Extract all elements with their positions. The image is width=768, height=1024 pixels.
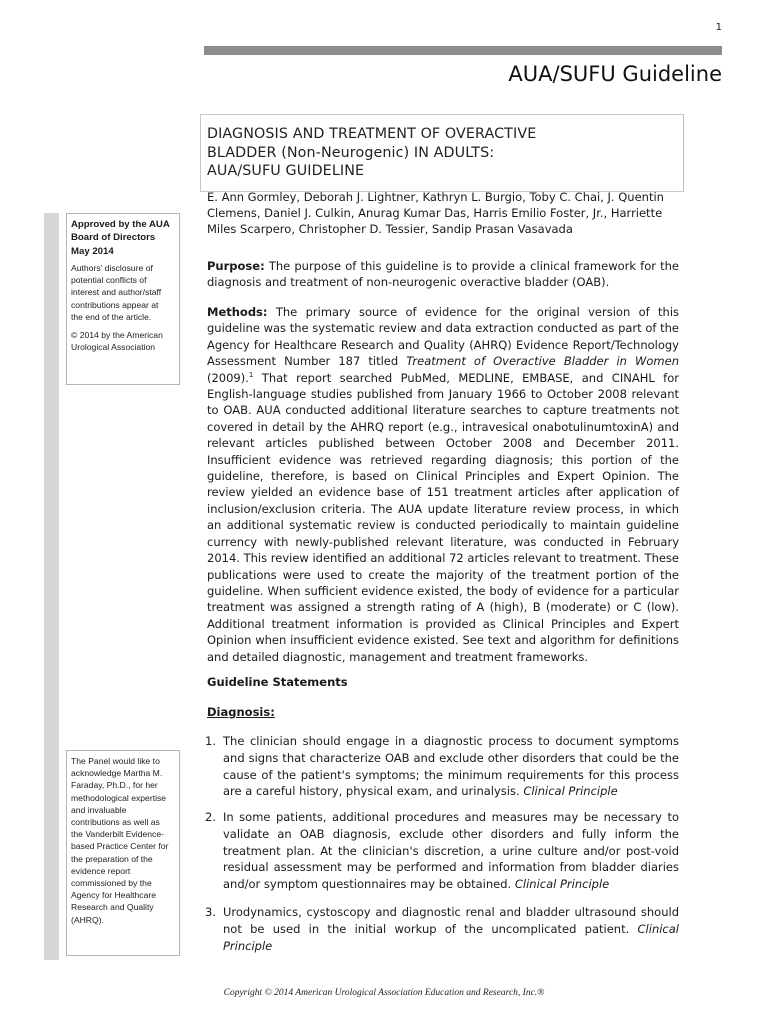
methods-text-b: (2009). <box>207 370 249 385</box>
guideline-statements-heading: Guideline Statements <box>207 675 348 689</box>
report-title: Treatment of Overactive Bladder in Women <box>406 354 679 369</box>
disclosure-note: Authors' disclosure of potential conflicts of interest and author/staff contributions appear at the end of the article. <box>71 262 162 322</box>
statement-1 <box>207 733 679 800</box>
methods-text-a: The primary source of evidence for the original version of this guideline was the systematic review and data extraction conducted as part of the Agency for Healthcare Research and Quality (AHRQ) Evidence Report/Technology Assessment Number 187 titled <box>207 305 679 369</box>
page-number: 1 <box>715 22 722 33</box>
copyright-note: © 2014 by the American Urological Association <box>71 329 163 353</box>
methods-paragraph <box>207 304 679 665</box>
guideline-name: AUA/SUFU Guideline <box>508 62 722 86</box>
statement-text: Urodynamics, cystoscopy and diagnostic renal and bladder ultrasound should not be used in the initial workup of the uncomplicated patient. <box>223 905 679 936</box>
sidebar-rule <box>44 213 59 960</box>
title-box <box>200 114 684 192</box>
statement-text: In some patients, additional procedures and measures may be necessary to validate an OAB diagnosis, exclude other disorders and fully inform the treatment plan. At the clinician's discretion, a urine culture and/or post-void residual assessment may be performed and information from bladder diaries and/or symptom questionnaires may be obtained. <box>223 810 679 892</box>
statement-number: 2. <box>205 810 216 824</box>
document-title: DIAGNOSIS AND TREATMENT OF OVERACTIVE BLADDER (Non-Neurogenic) IN ADULTS: AUA/SUFU GUIDELINE <box>207 126 537 179</box>
acknowledgement-box <box>66 750 180 956</box>
statement-tag: Clinical Principle <box>523 784 618 799</box>
statement-2 <box>207 809 679 893</box>
reference-marker: 1 <box>248 370 254 379</box>
diagnosis-heading: Diagnosis: <box>207 705 275 719</box>
header-rule <box>204 46 722 55</box>
purpose-paragraph <box>207 258 679 291</box>
statement-tag: Clinical Principle <box>223 921 679 953</box>
methods-text-c: That report searched PubMed, MEDLINE, EMBASE, and CINAHL for English-language studies published from January 1966 to October 2008 relevant to OAB. AUA conducted additional literature searches to capture treatments not covered in detail by the AHRQ report (e.g., intravesical onabotulinumtoxinA) and relevant articles published between October 2008 and December 2011. Insufficient evidence was retrieved regarding diagnosis; this portion of the guideline, therefore, is based on Clinical Principles and Expert Opinion. The review yielded an evidence base of 151 treatment articles after application of inclusion/exclusion criteria. The AUA update literature review process, in which an additional systematic review is conducted periodically to maintain guideline currency with newly-published relevant literature, was conducted in February 2014. This review identified an additional 72 articles relevant to treatment. These publications were used to create the majority of the treatment portion of the guideline. When sufficient evidence existed, the body of evidence for a particular treatment was assigned a strength rating of A (high), B (moderate) or C (low). Additional treatment information is provided as Clinical Principles and Expert Opinion when insufficient evidence existed. See text and algorithm for definitions and detailed diagnostic, management and treatment frameworks. <box>207 370 679 664</box>
approval-box <box>66 213 180 385</box>
methods-label: Methods: <box>207 305 268 319</box>
purpose-text: The purpose of this guideline is to provide a clinical framework for the diagnosis and treatment of non-neurogenic overactive bladder (OAB). <box>207 259 679 290</box>
purpose-label: Purpose: <box>207 259 265 273</box>
statement-3 <box>207 904 679 954</box>
statement-text: The clinician should engage in a diagnostic process to document symptoms and signs that characterize OAB and exclude other disorders that could be the cause of the patient's symptoms; the minimum requirements for this process are a careful history, physical exam, and urinalysis. <box>223 734 679 799</box>
statement-number: 3. <box>205 905 216 919</box>
acknowledgement-text: The Panel would like to acknowledge Martha M. Faraday, Ph.D., for her methodological expertise and invaluable contributions as well as the Vanderbilt Evidence- based Practice Center for the preparation of the evidence report commissioned by the Agency for Healthcare Research and Quality (AHRQ). <box>71 756 169 925</box>
statement-number: 1. <box>205 734 216 748</box>
statement-tag: Clinical Principle <box>514 877 610 892</box>
author-list: E. Ann Gormley, Deborah J. Lightner, Kathryn L. Burgio, Toby C. Chai, J. Quentin Clemens, Daniel J. Culkin, Anurag Kumar Das, Harris Emilio Foster, Jr., Harriette Miles Scarpero, Christopher D. Tessier, Sandip Prasan Vasavada <box>207 190 664 236</box>
copyright-footer: Copyright © 2014 American Urological Association Education and Research, Inc.® <box>223 988 545 998</box>
approval-note: Approved by the AUA Board of Directors May 2014 <box>71 219 170 257</box>
